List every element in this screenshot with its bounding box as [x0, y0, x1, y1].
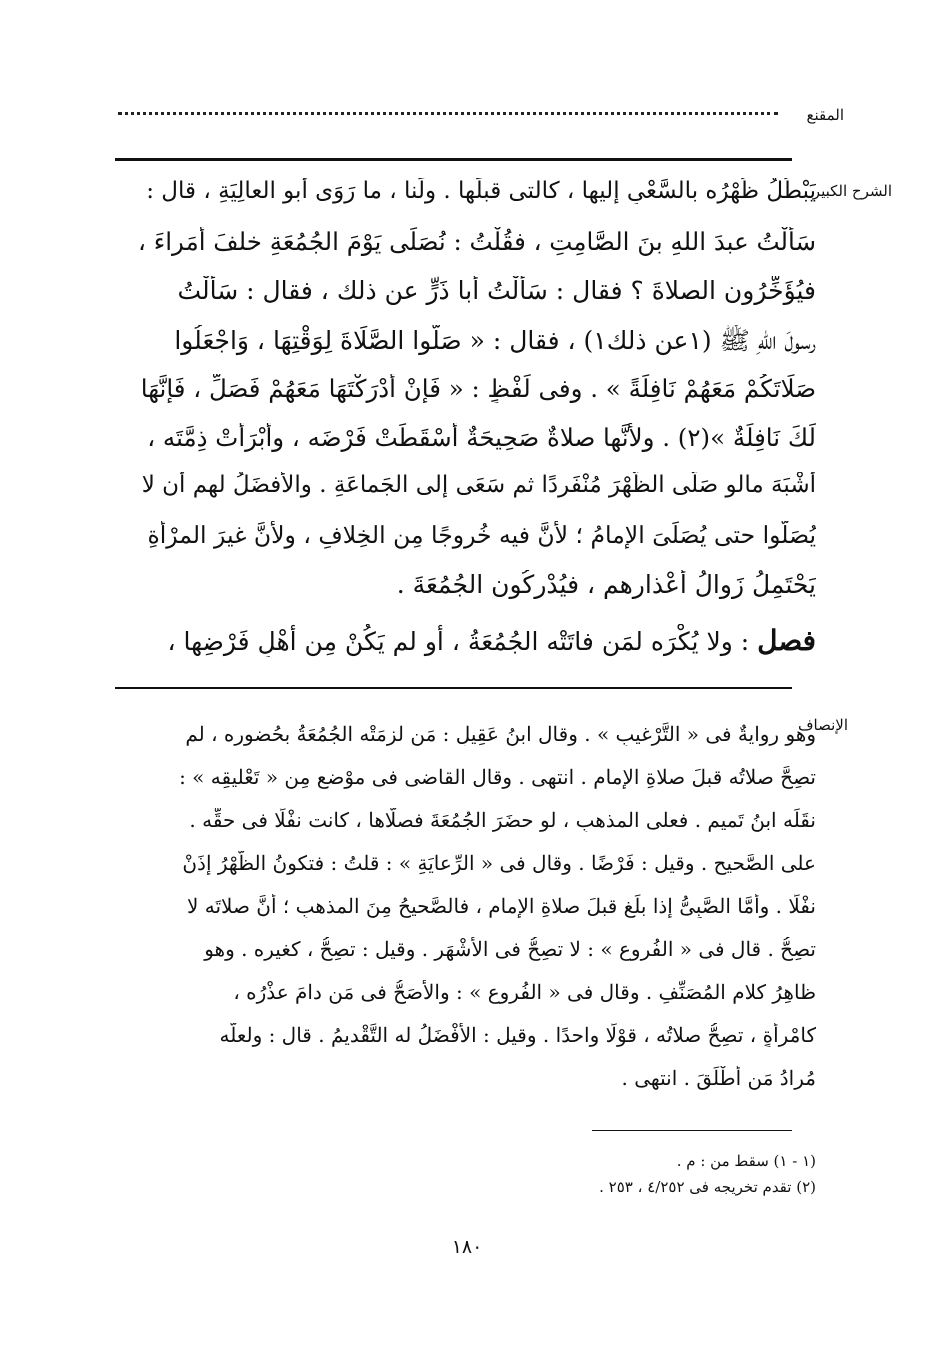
insaf-line: تصِحُّ . قال فى « الفُروعِ » : لا تصِحُّ فى الأشْهَرِ . وقيل : تصِحُّ ، كغيرِه . وهو [204, 937, 816, 961]
insaf-line: تصِحَّ صلاتُه قبلَ صلاةِ الإمامِ . انتهى . وقال القاضى فى موْضعٍ مِن « تَعْليقِه » : [179, 765, 816, 789]
sharh-line: أَشْبَهَ مالو صَلَّى الظُّهْرَ مُنْفَرِدًا ثم سَعَى إلى الجَماعَةِ . والأفضَلُ لهم أن لا [141, 472, 816, 498]
insaf-line: مُرادُ مَن أطْلَقَ . انتهى . [621, 1066, 816, 1090]
sharh-line: لَكَ نَافِلَةٌ »(٢) . ولأنَّها صلاةٌ صَحِيحَةٌ أَسْقَطَتْ فَرْضَه ، وأَبْرَأَتْ ذِمَّتَه ، [147, 423, 816, 452]
insaf-line: على الصَّحيحِ . وقيل : فَرْضًا . وقال فى « الرِّعايَةِ » : قلتُ : فتكونُ الظُّهْرُ إذَنْ [182, 851, 816, 875]
sharh-section-label: الشرح الكبير [812, 182, 892, 200]
insaf-top-rule [115, 687, 792, 689]
header-dotted-rule [118, 112, 778, 115]
fasl-heading: فصل [757, 624, 816, 657]
insaf-line: نقَلَه ابنُ تَميمٍ . فعلى المذهبِ ، لو حضَرَ الجُمُعَةَ فصلَّاها ، كانت نفْلًا فى حقِّه . [189, 808, 816, 832]
sharh-line: يُصَلُّوا حتى يُصَلِّىَ الإِمامُ ؛ لأنَّ فيه خُروجًا مِن الخِلافِ ، ولأنَّ غيرَ المرْأةِ [147, 521, 816, 549]
insaf-line: نفْلًا . وأمَّا الصَّبِىُّ إذا بلَغ قبلَ صلاةِ الإمامِ ، فالصَّحيحُ مِنَ المذهبِ ؛ أنَّ صلاتَه لا [186, 894, 816, 918]
insaf-line: وهو روايةٌ فى « التَّرْغيبِ » . وقال ابنُ عَقِيلٍ : مَن لزِمَتْه الجُمُعَةُ بحُضورِه ، لم [185, 722, 816, 746]
footnote-rule [592, 1130, 792, 1131]
insaf-line: كامْرأةٍ ، تصِحُّ صلاتُه ، قوْلًا واحدًا . وقيل : الأفْضَلُ له التَّقْديمُ . قال : ولعلَّه [219, 1023, 816, 1047]
sharh-line: رسولَ اللهِ ﷺ (١عن ذلك١) ، فقال : « صَلُّوا الصَّلَاةَ لِوَقْتِهَا ، وَاجْعَلُوا [174, 326, 816, 355]
main-top-rule [115, 158, 792, 161]
sharh-line: يَحْتَمِلُ زَوالُ أعْذارِهم ، فيُدْرِكُون الجُمُعَةَ . [396, 570, 816, 599]
sharh-line: يَبْطُلُ ظُهْرُه بالسَّعْىِ إليها ، كالتى قبلَها . ولَنا ، ما رَوَى أبو العالِيَةِ ، قال : [146, 178, 816, 204]
footnote-2: (٢) تقدم تخريجه فى ٤/٢٥٢ ، ٢٥٣ . [599, 1178, 816, 1196]
sharh-line: سَأَلْتُ عبدَ اللهِ بنَ الصَّامِتِ ، فقُلْتُ : نُصَلِّى يَوْمَ الجُمُعَةِ خلفَ أُمَراءَ ، [138, 227, 816, 256]
fasl-text: : ولا يُكْرَه لمَن فاتَتْه الجُمُعَةُ ، أو لم يَكُنْ مِن أهْلِ فَرْضِها ، [167, 627, 750, 656]
book-title-label: المقنع [806, 106, 844, 124]
insaf-section-label: الإنصاف [797, 716, 848, 734]
fasl-heading-line [136, 624, 816, 657]
sharh-line: صَلَاتَكُمْ مَعَهُمْ نَافِلَةً » . وفى لَفْظٍ : « فَإِنْ أَدْرَكْتَهَا مَعَهُمْ فَصَلِّ ، فَإِنَّهَا [140, 374, 816, 403]
page-number: ١٨٠ [451, 1236, 483, 1258]
sharh-line: فيُؤَخِّرُون الصلاةَ ؟ فقال : سَأَلْتُ أبا ذَرٍّ عن ذلك ، فقال : سَأَلْتُ [177, 276, 816, 305]
insaf-line: ظاهِرُ كلامِ المُصَنِّفِ . وقال فى « الفُروعِ » : والأصَحُّ فى مَن دامَ عذْرُه ، [233, 980, 816, 1004]
footnote-1: (١ - ١) سقط من : م . [676, 1152, 816, 1170]
